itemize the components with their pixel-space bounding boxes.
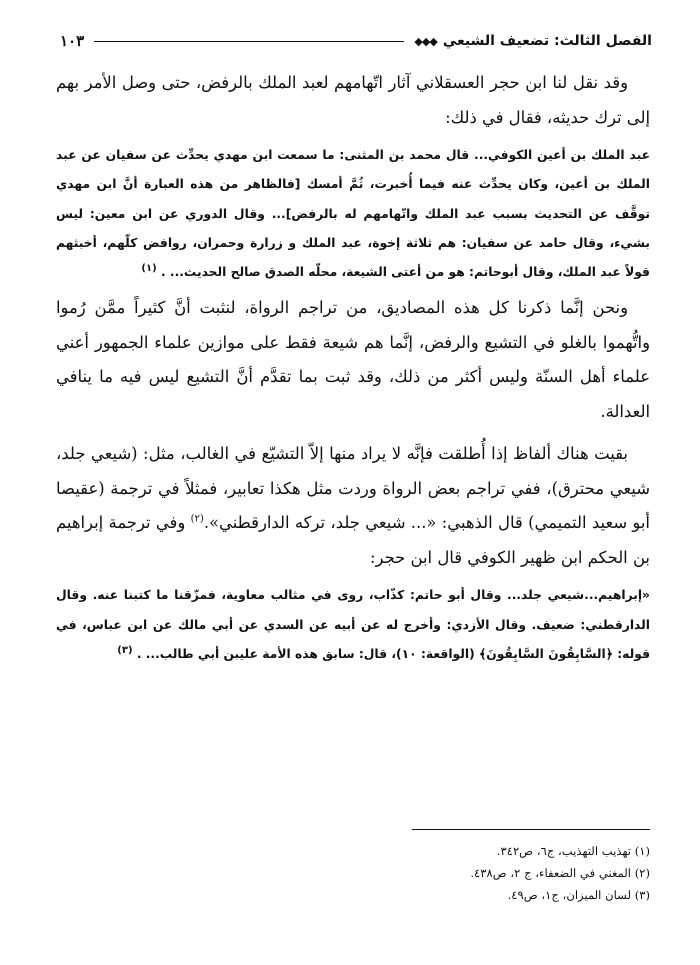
diamond-ornament-icon: ◆◆◆ — [414, 34, 437, 48]
block-quote — [56, 581, 650, 669]
footnote-marker: (١) — [141, 263, 157, 275]
paragraph-text: وفي ترجمة إبراهيم بن الحكم ابن ظهير الكوفي قال ابن حجر: — [56, 513, 650, 567]
footnote-marker: (٣) — [117, 644, 133, 656]
page-number: ١٠٣ — [60, 32, 85, 50]
paragraph — [56, 437, 650, 575]
footnotes — [56, 840, 650, 906]
footnote: (١) تهذيب التهذيب، ج٦، ص٣٤٢. — [496, 844, 650, 858]
chapter-title: الفصل الثالث: تضعيف الشيعي — [442, 33, 652, 49]
footnote-rule — [412, 829, 650, 830]
footnote: (٣) لسان الميزان، ج١، ص٤٩. — [507, 888, 650, 902]
paragraph-text: بقيت هناك ألفاظ إذا أُطلقت فإنَّه لا يراد منها إلاّ التشيّع في الغالب، مثل: (شيعي جلد، شيعي محترق)، ففي تراجم بعض الرواة وردت مثل هكذا تعابير، فمثلاً في ترجمة (عقيصا أبو سعيد التميمي) قال الذهبي: «... شيعي جلد، تركه الدارقطني». — [56, 444, 650, 533]
paragraph: وقد نقل لنا ابن حجر العسقلاني آثار اتّهامهم لعبد الملك بالرفض، حتى وصل الأمر بهم إلى ترك حديثه، فقال في ذلك: — [56, 73, 650, 127]
quote-text: «إبراهيم...شيعي جلد... وقال أبو حاتم: كذّاب، روى في مثالب معاوية، فمزّقنا ما كتبنا عنه. وقال الدارقطني: ضعيف. وقال الأزدي: وأخرج له عن أبيه عن السدي عن أبي مالك عن ابن عباس، في قوله: ﴿السَّابِقُونَ السَّابِقُونَ﴾ (الواقعة: ١٠)، قال: سابق هذه الأمة عليبن أبي طالب... . — [56, 588, 650, 662]
page-body — [56, 66, 650, 669]
block-quote — [56, 141, 650, 287]
footnote: (٢) المغني في الضعفاء، ج ٢، ص٤٣٨. — [470, 866, 650, 880]
footnote-marker: (٢) — [190, 514, 204, 526]
paragraph: ونحن إنَّما ذكرنا كل هذه المصاديق، من تراجم الرواة، لنثبت أنَّ كثيراً ممَّن رُموا واتُّهموا بالغلو في التشيع والرفض، إنَّما هم شيعة فقط على موازين علماء الجمهور أعني علماء أهل السنّة وليس أكثر من ذلك، وقد ثبت بما تقدَّم أنَّ التشيع ليس فيه ما ينافي العدالة. — [56, 298, 650, 421]
header-rule — [94, 41, 404, 42]
page-header — [60, 28, 652, 54]
quote-text: عبد الملك بن أعين الكوفي... قال محمد بن المثنى: ما سمعت ابن مهدي يحدِّث عن سفيان عن عبد الملك بن أعين، وكان يحدِّث عنه فيما أُخبرت، ثُمَّ أمسك [فالظاهر من هذه العبارة أنَّ ابن مهدي توقَّف عن التحديث بسبب عبد الملك واتّهامهم له بالرفض]... وقال الدوري عن ابن معين: ليس بشيء، وقال حامد عن سفيان: هم ثلاثة إخوة، عبد الملك و زرارة وحمران، روافض كلّهم، أخبثهم قولاً عبد الملك، وقال أبوحاتم: هو من أعتى الشيعة، محلّه الصدق صالح الحديث... . — [56, 148, 650, 280]
